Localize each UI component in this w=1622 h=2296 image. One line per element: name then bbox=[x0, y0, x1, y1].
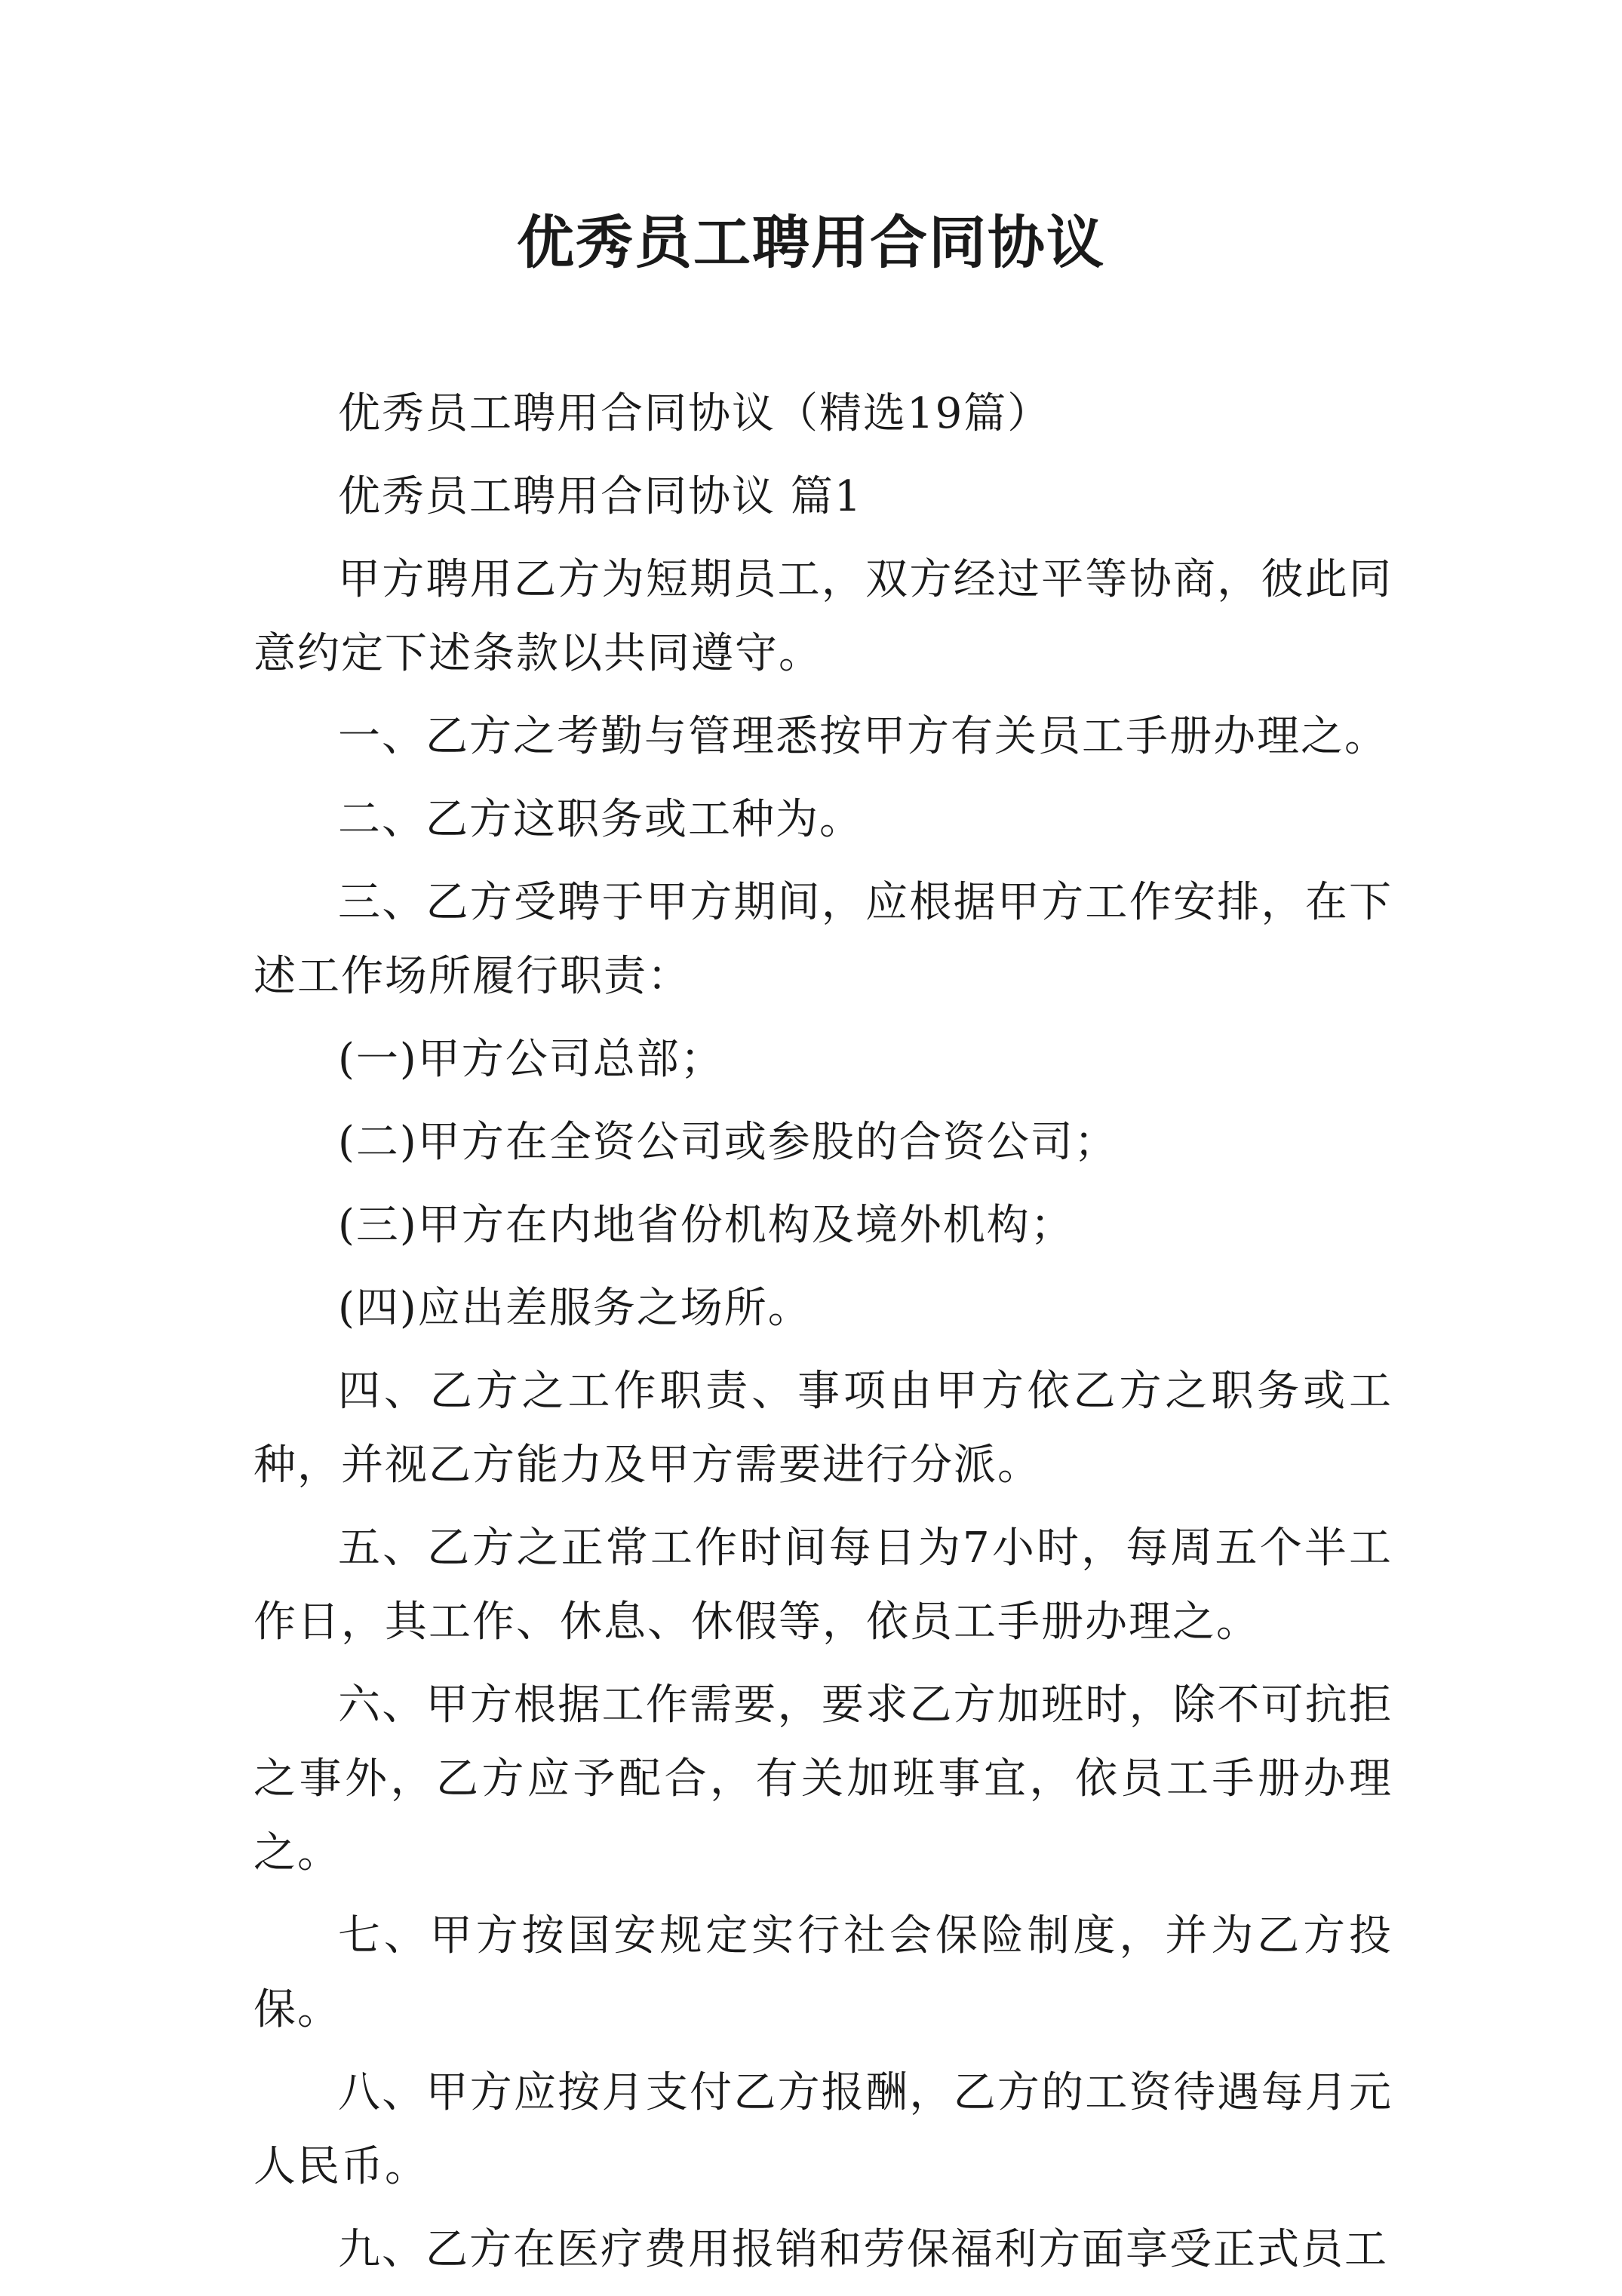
document-body bbox=[253, 377, 1393, 2296]
clause-3-item-4: (四)应出差服务之场所。 bbox=[338, 1284, 812, 1333]
clause-5: 五、乙方之正常工作时间每日为7小时，每周五个半工作日，其工作、休息、休假等，依员工手册办理之。 bbox=[253, 1524, 1393, 1647]
clause-3-item-3: (三)甲方在内地省份机构及境外机构； bbox=[338, 1201, 1074, 1250]
clause-3-item-2: (二)甲方在全资公司或参股的合资公司； bbox=[338, 1118, 1118, 1167]
clause-8: 八、甲方应按月支付乙方报酬，乙方的工资待遇每月元人民币。 bbox=[253, 2068, 1393, 2191]
subtitle-paragraph: 优秀员工聘用合同协议（精选19篇） bbox=[338, 389, 1052, 438]
clause-2: 二、乙方这职务或工种为。 bbox=[338, 795, 863, 844]
clause-3-item-1: (一)甲方公司总部； bbox=[338, 1035, 724, 1084]
clause-1: 一、乙方之考勤与管理悉按甲方有关员工手册办理之。 bbox=[338, 712, 1388, 761]
document-title: 优秀员工聘用合同协议 bbox=[517, 209, 1105, 276]
clause-7: 七、甲方按国安规定实行社会保险制度，并为乙方投保。 bbox=[253, 1911, 1393, 2034]
clause-4: 四、乙方之工作职责、事项由甲方依乙方之职务或工种，并视乙方能力及甲方需要进行分派。 bbox=[253, 1367, 1393, 1490]
clause-3: 三、乙方受聘于甲方期间，应根据甲方工作安排，在下述工作场所履行职责： bbox=[253, 878, 1393, 1001]
clause-9: 九、乙方在医疗费用报销和劳保福利方面享受正式员工 bbox=[338, 2225, 1388, 2274]
section-heading: 优秀员工聘用合同协议 篇1 bbox=[338, 472, 863, 521]
clause-6: 六、甲方根据工作需要，要求乙方加班时，除不可抗拒之事外，乙方应予配合，有关加班事宜，依员工手册办理之。 bbox=[253, 1681, 1393, 1877]
intro-paragraph: 甲方聘用乙方为短期员工，双方经过平等协商，彼此同意约定下述条款以共同遵守。 bbox=[253, 555, 1393, 678]
